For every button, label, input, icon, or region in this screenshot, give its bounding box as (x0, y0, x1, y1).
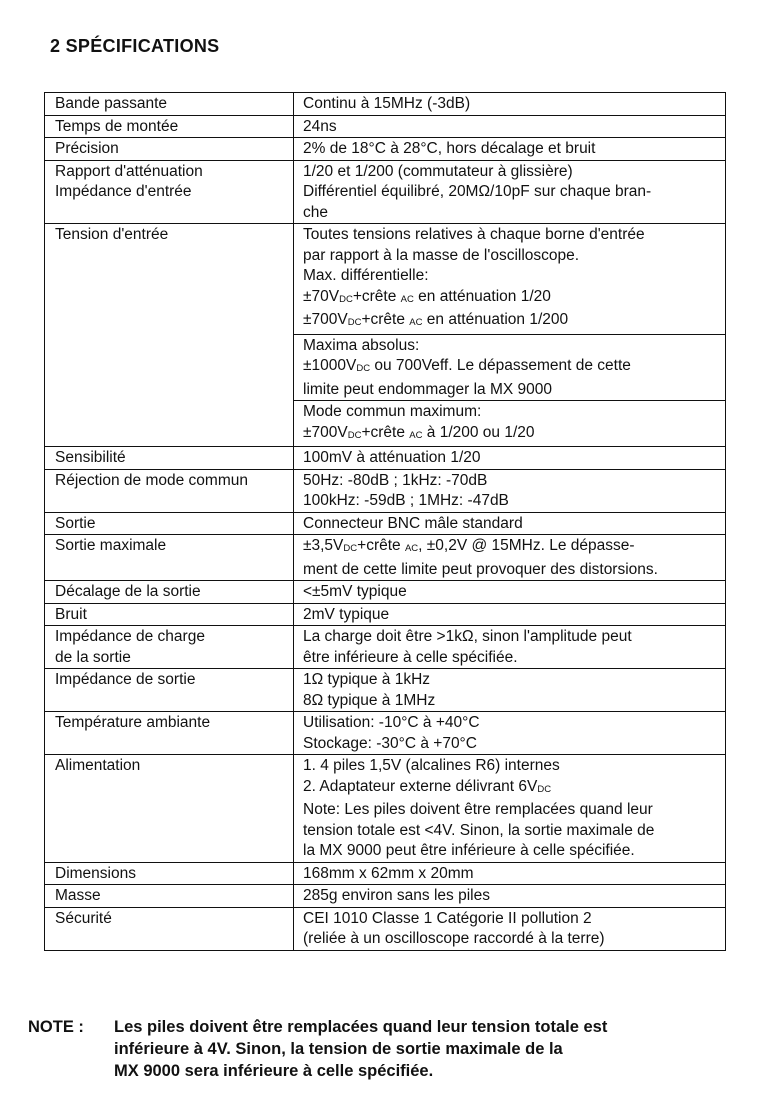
spec-label-line: Sortie (55, 514, 96, 532)
spec-value (294, 138, 726, 161)
spec-row (45, 581, 726, 604)
note-body (114, 1016, 724, 1082)
spec-value (294, 755, 726, 863)
unit-subscript: AC (404, 543, 419, 554)
spec-label-line: Bande passante (55, 95, 168, 112)
spec-value-line: ment de cette limite peut provoquer des distorsions. (303, 560, 658, 578)
spec-label-line: Réjection de mode commun (55, 471, 248, 489)
spec-value-line: 50Hz: -80dB ; 1kHz: -70dB (303, 471, 488, 489)
spec-value-line: La charge doit être >1kΩ, sinon l'amplitude peut (303, 628, 632, 645)
spec-row (45, 138, 726, 161)
spec-label (45, 160, 294, 224)
spec-row (45, 535, 726, 581)
spec-row (45, 512, 726, 535)
spec-value-line: Continu à 15MHz (-3dB) (303, 95, 471, 112)
spec-value-line: être inférieure à celle spécifiée. (303, 648, 518, 666)
spec-row (45, 115, 726, 138)
specifications-table (44, 92, 726, 951)
spec-label-line: Sortie maximale (55, 537, 167, 554)
note-line: Les piles doivent être remplacées quand leur tension totale est (114, 1018, 608, 1036)
spec-label (45, 712, 294, 755)
spec-value-line: 1/20 et 1/200 (commutateur à glissière) (303, 162, 573, 180)
spec-value-line: 100kHz: -59dB ; 1MHz: -47dB (303, 492, 509, 509)
spec-value (294, 885, 726, 908)
unit-subscript: DC (356, 363, 371, 374)
spec-label (45, 907, 294, 950)
spec-label (45, 224, 294, 447)
spec-label-line: Impédance de sortie (55, 671, 196, 688)
spec-value (294, 334, 726, 401)
spec-label-line: Rapport d'atténuation (55, 162, 203, 180)
spec-value-line: 8Ω typique à 1MHz (303, 691, 436, 709)
unit-subscript: AC (409, 317, 423, 328)
spec-value (294, 712, 726, 755)
spec-label (45, 885, 294, 908)
spec-value-line: $\pm 700V_{DC}+crête$ $_{AC}$ à 1/200 ou 1/20 (303, 423, 535, 441)
spec-value (294, 401, 726, 447)
spec-value (294, 603, 726, 626)
spec-value-line: Mode commun maximum: (303, 403, 482, 420)
spec-row (45, 755, 726, 863)
spec-label-line: Précision (55, 140, 119, 157)
spec-row (45, 603, 726, 626)
note-line: inférieure à 4V. Sinon, la tension de sortie maximale de la (114, 1040, 563, 1058)
spec-value (294, 160, 726, 224)
spec-value (294, 862, 726, 885)
spec-label (45, 669, 294, 712)
spec-value-line: Max. différentielle: (303, 267, 429, 284)
spec-value-line: $\pm 70V_{DC}+crête$ $_{AC}$ en atténuation 1/20 (303, 287, 551, 305)
spec-value (294, 469, 726, 512)
spec-value-line: 1Ω typique à 1kHz (303, 671, 431, 688)
spec-row (45, 224, 726, 335)
spec-label (45, 512, 294, 535)
spec-value-line: Maxima absolus: (303, 336, 420, 354)
note-label: NOTE : (28, 1018, 84, 1036)
spec-label-line: de la sortie (55, 648, 131, 666)
unit-subscript: DC (339, 293, 353, 305)
spec-label (45, 626, 294, 669)
spec-label (45, 581, 294, 604)
unit-subscript: DC (343, 543, 358, 554)
spec-value-line: Connecteur BNC mâle standard (303, 514, 523, 532)
unit-subscript: AC (409, 429, 423, 441)
spec-value-line: 24ns (303, 117, 337, 135)
spec-label-line: Masse (55, 887, 101, 904)
spec-row (45, 712, 726, 755)
spec-value-line: Différentiel équilibré, 20MΩ/10pF sur chaque bran- (303, 183, 652, 200)
spec-row (45, 669, 726, 712)
spec-row (45, 626, 726, 669)
spec-label-line: Sensibilité (55, 449, 126, 466)
spec-value-line: 2mV typique (303, 605, 390, 623)
spec-value-line: $\pm 700V_{DC}+crête$ $_{AC}$ en atténuation 1/200 (303, 311, 569, 328)
spec-label-line: Bruit (55, 605, 87, 623)
spec-value-line: $\pm 3,5V_{DC}+crête$ $_{AC}$, ±0,2V @ 15MHz. Le dépasse- (303, 537, 635, 554)
spec-label-line: Sécurité (55, 909, 112, 927)
spec-value (294, 447, 726, 470)
spec-value (294, 224, 726, 335)
spec-value-line: 285g environ sans les piles (303, 887, 490, 904)
spec-value-line: 2% de 18°C à 28°C, hors décalage et bruit (303, 140, 596, 157)
spec-row (45, 469, 726, 512)
spec-label (45, 115, 294, 138)
spec-value-line: 168mm x 62mm x 20mm (303, 864, 474, 882)
spec-value-line: CEI 1010 Classe 1 Catégorie II pollution 2 (303, 909, 592, 927)
specifications-table-body (45, 93, 726, 951)
spec-value (294, 907, 726, 950)
spec-value-line: 100mV à atténuation 1/20 (303, 449, 481, 466)
spec-value-line: par rapport à la masse de l'oscilloscope. (303, 246, 580, 264)
spec-label (45, 603, 294, 626)
spec-label (45, 535, 294, 581)
spec-label-line: Impédance de charge (55, 628, 205, 645)
spec-value-line: limite peut endommager la MX 9000 (303, 380, 552, 398)
spec-value (294, 581, 726, 604)
spec-label-line: Impédance d'entrée (55, 183, 192, 200)
spec-label-line: Décalage de la sortie (55, 583, 201, 600)
spec-row (45, 885, 726, 908)
spec-label (45, 447, 294, 470)
spec-label (45, 755, 294, 863)
spec-value-line: Note: Les piles doivent être remplacées quand leur (303, 801, 653, 818)
spec-value-line: che (303, 203, 328, 221)
spec-label (45, 469, 294, 512)
spec-label-line: Tension d'entrée (55, 226, 169, 243)
page-title: 2 SPÉCIFICATIONS (50, 36, 220, 56)
spec-value (294, 93, 726, 116)
spec-row (45, 93, 726, 116)
spec-value-line: Utilisation: -10°C à +40°C (303, 714, 480, 731)
spec-row (45, 862, 726, 885)
spec-label-line: Température ambiante (55, 714, 211, 731)
unit-subscript: DC (537, 783, 552, 795)
spec-value (294, 115, 726, 138)
spec-value-line: (reliée à un oscilloscope raccordé à la terre) (303, 930, 605, 947)
spec-label (45, 862, 294, 885)
unit-subscript: DC (347, 317, 362, 328)
spec-label (45, 138, 294, 161)
spec-row (45, 447, 726, 470)
spec-value-line: <±5mV typique (303, 583, 407, 600)
spec-value (294, 626, 726, 669)
spec-row (45, 907, 726, 950)
unit-subscript: AC (400, 293, 414, 305)
spec-label-line: Dimensions (55, 864, 136, 882)
spec-value (294, 512, 726, 535)
spec-value-line: la MX 9000 peut être inférieure à celle spécifiée. (303, 842, 635, 859)
spec-value-line: Toutes tensions relatives à chaque borne d'entrée (303, 226, 645, 243)
spec-label-line: Alimentation (55, 757, 141, 774)
spec-value-line: 1. 4 piles 1,5V (alcalines R6) internes (303, 757, 560, 774)
spec-value-line: tension totale est <4V. Sinon, la sortie maximale de (303, 821, 655, 839)
spec-value-line: Stockage: -30°C à +70°C (303, 734, 477, 752)
spec-value (294, 535, 726, 581)
spec-label (45, 93, 294, 116)
spec-row (45, 160, 726, 224)
note-line: MX 9000 sera inférieure à celle spécifiée. (114, 1062, 434, 1080)
spec-value-line: 2. Adaptateur externe délivrant $6V_{DC}$ (303, 777, 552, 795)
unit-subscript: DC (347, 429, 362, 441)
spec-value (294, 669, 726, 712)
spec-value-line: $\pm 1000V_{DC}$ ou 700Veff. Le dépassement de cette (303, 357, 631, 374)
spec-label-line: Temps de montée (55, 117, 179, 135)
